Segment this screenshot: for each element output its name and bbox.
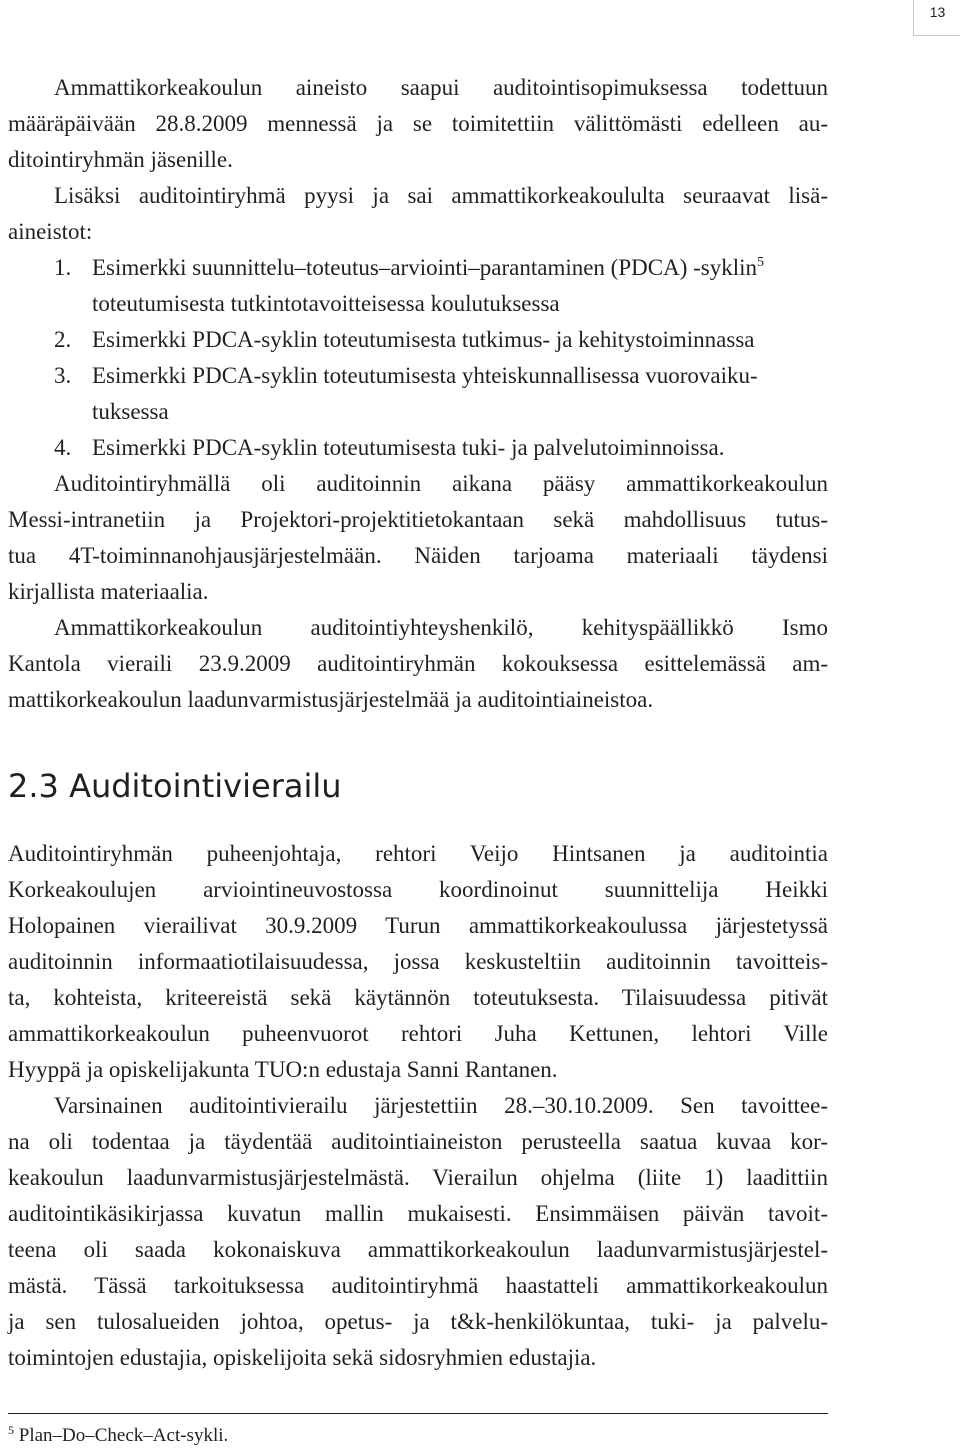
text-line: kirjallista materiaalia. [8,579,209,604]
list-number: 1. [54,255,72,280]
text-line: auditointikäsikirjassa kuvatun mallin mukaisesti. Ensimmäisen päivän tavoit- [8,1201,828,1226]
text-line: Ammattikorkeakoulun aineisto saapui auditointisopimuksessa todettuun [54,75,828,100]
page-number: 13 [929,4,946,20]
text-line: ja sen tulosalueiden johtoa, opetus- ja t&k-henkilökuntaa, tuki- ja palvelu- [8,1309,828,1334]
page-number-box [913,0,960,36]
text-line: Hyyppä ja opiskelijakunta TUO:n edustaja Sanni Rantanen. [8,1057,558,1082]
numbered-list [8,250,828,466]
text-line: mästä. Tässä tarkoituksessa auditointiryhmä haastatteli ammattikorkeakoulun [8,1273,828,1298]
text-line: Lisäksi auditointiryhmä pyysi ja sai ammattikorkeakoululta seuraavat lisä- [54,183,828,208]
text-line: ditointiryhmän jäsenille. [8,147,233,172]
list-item [8,430,828,466]
text-line: na oli todentaa ja täydentää auditointiaineiston perusteella saatua kuvaa kor- [8,1129,828,1154]
page-body [8,70,828,1376]
footnote [8,1424,228,1448]
footnote-marker: 5 [8,1423,14,1437]
list-number: 4. [54,435,72,460]
text-line: Kantola vieraili 23.9.2009 auditointiryhmän kokouksessa esittelemässä am- [8,651,828,676]
text-line: Auditointiryhmän puheenjohtaja, rehtori Veijo Hintsanen ja auditointia [8,841,828,866]
text-line: Auditointiryhmällä oli auditoinnin aikana pääsy ammattikorkeakoulun [54,471,828,496]
paragraph-5 [8,836,828,1088]
text-line: auditoinnin informaatiotilaisuudessa, jossa keskusteltiin auditoinnin tavoitteis- [8,949,828,974]
list-item-continuation: tuksessa [92,399,169,424]
list-text: Esimerkki PDCA-syklin toteutumisesta tuki- ja palvelutoiminnoissa. [92,435,725,460]
text-line: Holopainen vierailivat 30.9.2009 Turun ammattikorkeakoulussa järjestetyssä [8,913,828,938]
list-item [8,322,828,358]
text-line: tua 4T-toiminnanohjausjärjestelmään. Näiden tarjoama materiaali täydensi [8,543,828,568]
text-line: teena oli saada kokonaiskuva ammattikorkeakoulun laadunvarmistusjärjestel- [8,1237,828,1262]
text-line: Ammattikorkeakoulun auditointiyhteyshenkilö, kehityspäällikkö Ismo [54,615,828,640]
list-number: 3. [54,363,72,388]
section-heading: 2.3 Auditointivierailu [8,767,342,805]
footnote-text: Plan–Do–Check–Act-sykli. [18,1425,229,1446]
paragraph-2 [8,178,828,250]
text-line: ta, kohteista, kriteereistä sekä käytännön toteutuksesta. Tilaisuudessa pitivät [8,985,828,1010]
list-item-continuation: toteutumisesta tutkintotavoitteisessa koulutuksessa [92,291,560,316]
list-item [8,358,828,394]
text-line: Korkeakoulujen arviointineuvostossa koordinoinut suunnittelija Heikki [8,877,828,902]
text-line: Varsinainen auditointivierailu järjestettiin 28.–30.10.2009. Sen tavoittee- [54,1093,828,1118]
text-line: aineistot: [8,219,93,244]
paragraph-4 [8,610,828,718]
list-item [8,250,828,286]
footnote-reference: 5 [757,255,764,270]
list-text: Esimerkki suunnittelu–toteutus–arviointi–parantaminen (PDCA) -syklin [92,255,757,280]
text-line: ammattikorkeakoulun puheenvuorot rehtori Juha Kettunen, lehtori Ville [8,1021,828,1046]
text-line: toimintojen edustajia, opiskelijoita sekä sidosryhmien edustajia. [8,1345,597,1370]
text-line: Messi-intranetiin ja Projektori-projektitietokantaan sekä mahdollisuus tutus- [8,507,828,532]
text-line: määräpäivään 28.8.2009 mennessä ja se toimitettiin välittömästi edelleen au- [8,111,828,136]
text-line: mattikorkeakoulun laadunvarmistusjärjestelmää ja auditointiaineistoa. [8,687,654,712]
list-text: Esimerkki PDCA-syklin toteutumisesta yhteiskunnallisessa vuorovaiku- [92,363,758,388]
paragraph-6 [8,1088,828,1376]
text-line: keakoulun laadunvarmistusjärjestelmästä. Vierailun ohjelma (liite 1) laadittiin [8,1165,828,1190]
list-number: 2. [54,327,72,352]
paragraph-1 [8,70,828,178]
paragraph-3 [8,466,828,610]
list-text: Esimerkki PDCA-syklin toteutumisesta tutkimus- ja kehitystoiminnassa [92,327,755,352]
footnote-divider [8,1413,828,1414]
